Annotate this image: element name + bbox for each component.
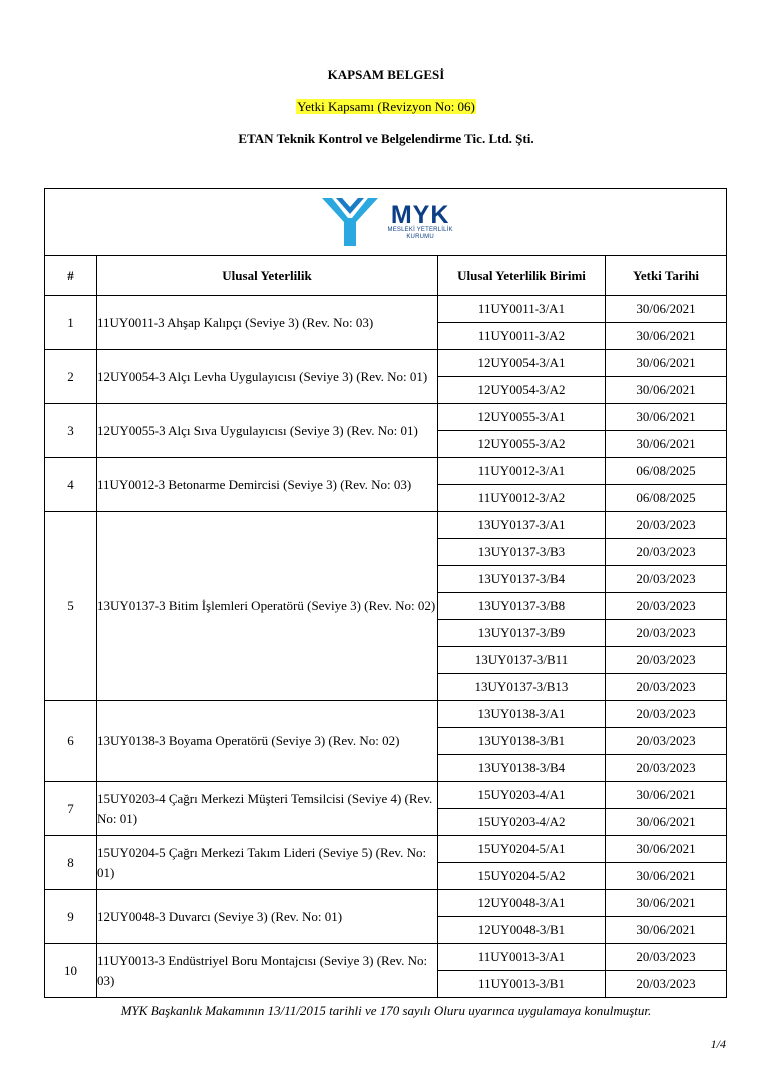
authorization-date: 30/06/2021 — [606, 350, 727, 377]
unit-code: 13UY0137-3/B11 — [438, 647, 606, 674]
table-row — [45, 350, 727, 377]
row-number: 8 — [45, 836, 97, 890]
approval-note: MYK Başkanlık Makamının 13/11/2015 tarihli ve 170 sayılı Oluru uyarınca uygulamaya konulmuştur. — [120, 1003, 652, 1018]
authorization-date: 20/03/2023 — [606, 593, 727, 620]
unit-code: 11UY0013-3/A1 — [438, 944, 606, 971]
table-row — [45, 512, 727, 539]
unit-code: 15UY0204-5/A2 — [438, 863, 606, 890]
authorization-date: 30/06/2021 — [606, 836, 727, 863]
unit-code: 12UY0048-3/B1 — [438, 917, 606, 944]
row-number: 9 — [45, 890, 97, 944]
qualification-name: 13UY0137-3 Bitim İşlemleri Operatörü (Seviye 3) (Rev. No: 02) — [97, 512, 438, 701]
column-header-qualification: Ulusal Yeterlilik — [97, 256, 438, 296]
qualification-name: 15UY0203-4 Çağrı Merkezi Müşteri Temsilcisi (Seviye 4) (Rev. No: 01) — [97, 782, 438, 836]
authorization-date: 20/03/2023 — [606, 512, 727, 539]
unit-code: 12UY0055-3/A2 — [438, 431, 606, 458]
authorization-date: 30/06/2021 — [606, 863, 727, 890]
unit-code: 13UY0138-3/B4 — [438, 755, 606, 782]
qualification-name: 13UY0138-3 Boyama Operatörü (Seviye 3) (Rev. No: 02) — [97, 701, 438, 782]
scope-table — [44, 188, 727, 998]
qualification-name: 11UY0011-3 Ahşap Kalıpçı (Seviye 3) (Rev. No: 03) — [97, 296, 438, 350]
authorization-date: 20/03/2023 — [606, 755, 727, 782]
table-row — [45, 944, 727, 971]
authorization-date: 30/06/2021 — [606, 296, 727, 323]
row-number: 3 — [45, 404, 97, 458]
unit-code: 13UY0137-3/B9 — [438, 620, 606, 647]
table-row — [45, 296, 727, 323]
unit-code: 13UY0137-3/B3 — [438, 539, 606, 566]
authorization-date: 06/08/2025 — [606, 485, 727, 512]
authorization-date: 20/03/2023 — [606, 944, 727, 971]
column-header-unit: Ulusal Yeterlilik Birimi — [438, 256, 606, 296]
authorization-date: 30/06/2021 — [606, 404, 727, 431]
authorization-date: 20/03/2023 — [606, 566, 727, 593]
document-title: KAPSAM BELGESİ — [327, 67, 445, 82]
unit-code: 13UY0138-3/B1 — [438, 728, 606, 755]
authorization-date: 30/06/2021 — [606, 377, 727, 404]
authorization-date: 30/06/2021 — [606, 323, 727, 350]
unit-code: 11UY0011-3/A2 — [438, 323, 606, 350]
logo-cell — [45, 189, 727, 256]
row-number: 7 — [45, 782, 97, 836]
authorization-date: 20/03/2023 — [606, 728, 727, 755]
authorization-date: 30/06/2021 — [606, 809, 727, 836]
authorization-date: 20/03/2023 — [606, 620, 727, 647]
table-row — [45, 404, 727, 431]
authorization-date: 20/03/2023 — [606, 971, 727, 998]
authorization-date: 20/03/2023 — [606, 674, 727, 701]
qualification-name: 11UY0013-3 Endüstriyel Boru Montajcısı (Seviye 3) (Rev. No: 03) — [97, 944, 438, 998]
unit-code: 15UY0204-5/A1 — [438, 836, 606, 863]
authorization-date: 30/06/2021 — [606, 431, 727, 458]
row-number: 10 — [45, 944, 97, 998]
authorization-date: 20/03/2023 — [606, 701, 727, 728]
unit-code: 11UY0013-3/B1 — [438, 971, 606, 998]
unit-code: 11UY0011-3/A1 — [438, 296, 606, 323]
column-header-number: # — [45, 256, 97, 296]
authorization-date: 20/03/2023 — [606, 647, 727, 674]
row-number: 2 — [45, 350, 97, 404]
logo-row — [45, 189, 727, 256]
logo-text — [388, 203, 453, 241]
authorization-date: 20/03/2023 — [606, 539, 727, 566]
organization-name: ETAN Teknik Kontrol ve Belgelendirme Tic. Ltd. Şti. — [238, 131, 534, 146]
qualification-name: 11UY0012-3 Betonarme Demircisi (Seviye 3) (Rev. No: 03) — [97, 458, 438, 512]
qualification-name: 12UY0054-3 Alçı Levha Uygulayıcısı (Seviye 3) (Rev. No: 01) — [97, 350, 438, 404]
table-row — [45, 458, 727, 485]
table-row — [45, 782, 727, 809]
authorization-date: 06/08/2025 — [606, 458, 727, 485]
qualification-name: 12UY0048-3 Duvarcı (Seviye 3) (Rev. No: 01) — [97, 890, 438, 944]
authorization-date: 30/06/2021 — [606, 782, 727, 809]
unit-code: 12UY0054-3/A1 — [438, 350, 606, 377]
qualification-name: 12UY0055-3 Alçı Sıva Uygulayıcısı (Seviye 3) (Rev. No: 01) — [97, 404, 438, 458]
row-number: 6 — [45, 701, 97, 782]
myk-logo-icon — [318, 192, 382, 252]
unit-code: 13UY0137-3/A1 — [438, 512, 606, 539]
authorization-date: 30/06/2021 — [606, 917, 727, 944]
scope-revision — [0, 99, 772, 115]
unit-code: 13UY0137-3/B4 — [438, 566, 606, 593]
unit-code: 11UY0012-3/A1 — [438, 458, 606, 485]
unit-code: 15UY0203-4/A2 — [438, 809, 606, 836]
unit-code: 12UY0055-3/A1 — [438, 404, 606, 431]
unit-code: 12UY0048-3/A1 — [438, 890, 606, 917]
unit-code: 13UY0137-3/B13 — [438, 674, 606, 701]
unit-code: 15UY0203-4/A1 — [438, 782, 606, 809]
row-number: 4 — [45, 458, 97, 512]
logo-name: MYK — [390, 201, 450, 229]
table-header-row — [45, 256, 727, 296]
row-number: 5 — [45, 512, 97, 701]
page-number: 1/4 — [710, 1037, 726, 1051]
table-row — [45, 890, 727, 917]
unit-code: 12UY0054-3/A2 — [438, 377, 606, 404]
qualification-name: 15UY0204-5 Çağrı Merkezi Takım Lideri (Seviye 5) (Rev. No: 01) — [97, 836, 438, 890]
column-header-date: Yetki Tarihi — [606, 256, 727, 296]
unit-code: 13UY0137-3/B8 — [438, 593, 606, 620]
scope-revision-text: Yetki Kapsamı (Revizyon No: 06) — [297, 99, 475, 114]
logo-subtitle-2: KURUMU — [406, 234, 434, 240]
table-row — [45, 836, 727, 863]
row-number: 1 — [45, 296, 97, 350]
logo-subtitle-1: MESLEKİ YETERLİLİK — [387, 227, 453, 233]
unit-code: 11UY0012-3/A2 — [438, 485, 606, 512]
table-row — [45, 701, 727, 728]
authorization-date: 30/06/2021 — [606, 890, 727, 917]
unit-code: 13UY0138-3/A1 — [438, 701, 606, 728]
